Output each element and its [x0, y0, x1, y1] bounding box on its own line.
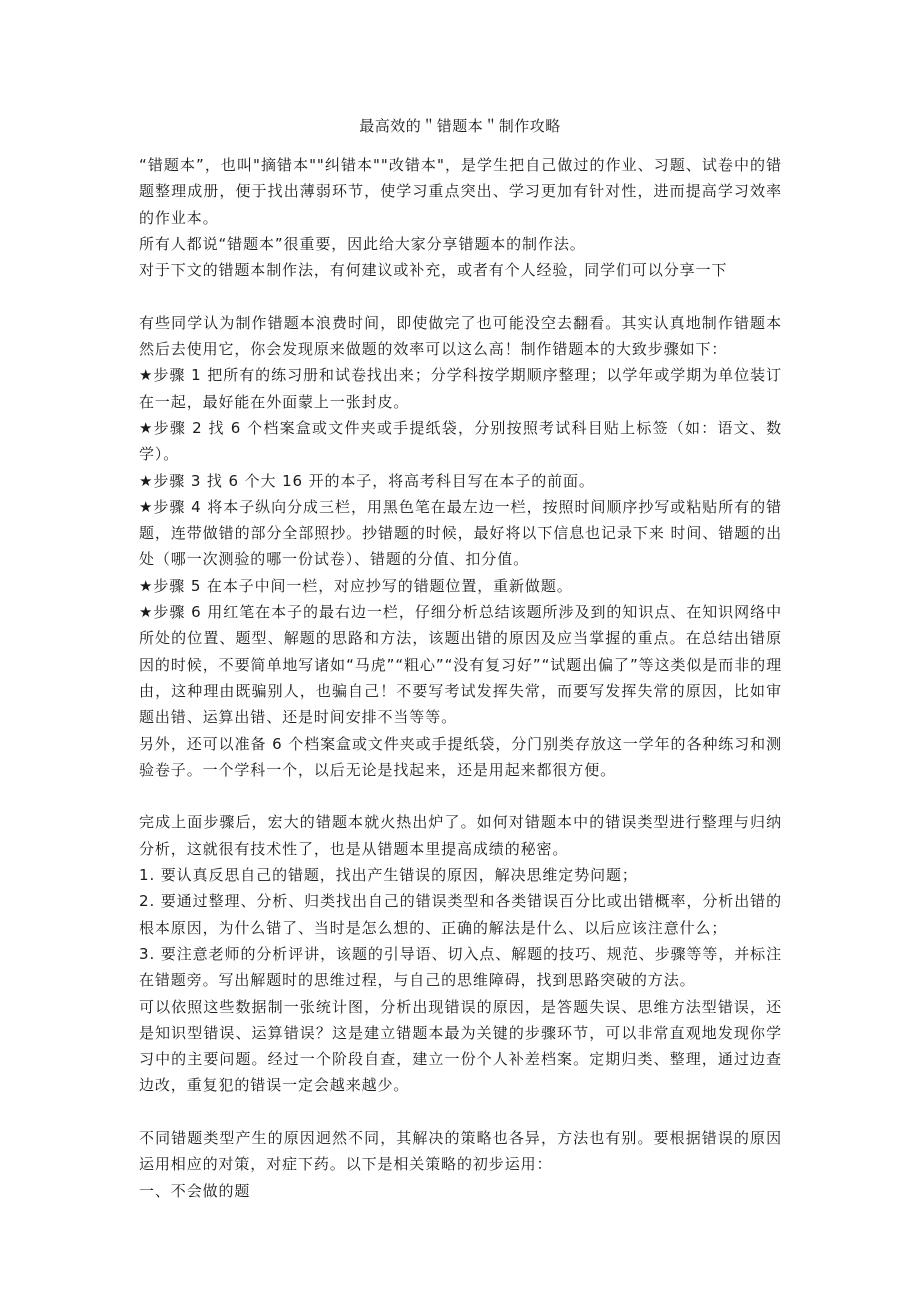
paragraph-analysis-intro: 完成上面步骤后，宏大的错题本就火热出炉了。如何对错题本中的错误类型进行整理与归纳分析，这就很有技术性了，也是从错题本里提高成绩的秘密。 — [139, 813, 782, 858]
paragraph-strategies-intro: 不同错题类型产生的原因迥然不同，其解决的策略也各异，方法也有别。要根据错误的原因运用相应的对策，对症下药。以下是相关策略的初步运用： — [139, 1128, 782, 1174]
document-body — [139, 152, 782, 1204]
paragraph-step-5: ★步骤 5 在本子中间一栏，对应抄写的错题位置，重新做题。 — [139, 576, 573, 595]
paragraph-analysis-2: 2. 要通过整理、分析、归类找出自己的错误类型和各类错误百分比或出错概率，分析出错的根本原因，为什么错了、当时是怎么想的、正确的解法是什么、以后应该注意什么； — [139, 892, 782, 937]
blank-line — [139, 1099, 782, 1125]
blank-line — [139, 783, 782, 809]
section-heading-unable: 一、不会做的题 — [139, 1181, 251, 1200]
paragraph-intro-definition: “错题本”，也叫"摘错本""纠错本""改错本"，是学生把自己做过的作业、习题、试卷中的错题整理成册，便于找出薄弱环节，使学习重点突出、学习更加有针对性，进而提高学习效率的作业本。 — [139, 156, 782, 227]
paragraph-intro-share: 所有人都说“错题本”很重要，因此给大家分享错题本的制作法。 — [139, 234, 586, 253]
paragraph-steps-intro: 有些同学认为制作错题本浪费时间，即使做完了也可能没空去翻看。其实认真地制作错题本然后去使用它，你会发现原来做题的效率可以这么高！制作错题本的大致步骤如下： — [139, 313, 782, 359]
paragraph-step-3: ★步骤 3 找 6 个大 16 开的本子，将高考科目写在本子的前面。 — [139, 471, 595, 490]
paragraph-analysis-1: 1. 要认真反思自己的错题，找出产生错误的原因，解决思维定势问题； — [139, 866, 638, 885]
blank-line — [139, 283, 782, 309]
document-title: 最高效的＂错题本＂制作攻略 — [359, 117, 561, 135]
paragraph-analysis-3: 3. 要注意老师的分析评讲，该题的引导语、切入点、解题的技巧、规范、步骤等等，并标注在错题旁。写出解题时的思维过程，与自己的思维障碍，找到思路突破的方法。 — [139, 944, 782, 990]
paragraph-extra-boxes: 另外，还可以准备 6 个档案盒或文件夹或手提纸袋，分门别类存放这一学年的各种练习和测验卷子。一个学科一个，以后无论是找起来，还是用起来都很方便。 — [139, 734, 782, 779]
paragraph-step-2: ★步骤 2 找 6 个档案盒或文件夹或手提纸袋，分别按照考试科目贴上标签（如：语文、数学）。 — [139, 418, 782, 464]
paragraph-step-6: ★步骤 6 用红笔在本子的最右边一栏，仔细分析总结该题所涉及到的知识点、在知识网络中所处的位置、题型、解题的思路和方法，该题出错的原因及应当掌握的重点。在总结出错原因的时候，不要简单地写诸如“马虎”“粗心”“没有复习好”“试题出偏了”等这类似是而非的理由，这种理由既骗别人，也骗自己！不要写考试发挥失常，而要写发挥失常的原因，比如审题出错、运算出错、还是时间安排不当等等。 — [139, 603, 782, 727]
paragraph-statistics: 可以依照这些数据制一张统计图，分析出现错误的原因，是答题失误、思维方法型错误，还是知识型错误、运算错误？这是建立错题本最为关键的步骤环节，可以非常直观地发现你学习中的主要问题。经过一个阶段自查，建立一份个人补差档案。定期归类、整理，通过边查边改，重复犯的错误一定会越来越少。 — [139, 997, 782, 1095]
paragraph-step-4: ★步骤 4 将本子纵向分成三栏，用黑色笔在最左边一栏，按照时间顺序抄写或粘贴所有的错题，连带做错的部分全部照抄。抄错题的时候，最好将以下信息也记录下来 时间、错题的出处（哪一次测验的哪一份试卷）、错题的分值、扣分值。 — [139, 497, 782, 569]
paragraph-step-1: ★步骤 1 把所有的练习册和试卷找出来；分学科按学期顺序整理；以学年或学期为单位装订在一起，最好能在外面蒙上一张封皮。 — [139, 366, 782, 411]
paragraph-intro-invite: 对于下文的错题本制作法，有何建议或补充，或者有个人经验，同学们可以分享一下 — [139, 261, 728, 280]
